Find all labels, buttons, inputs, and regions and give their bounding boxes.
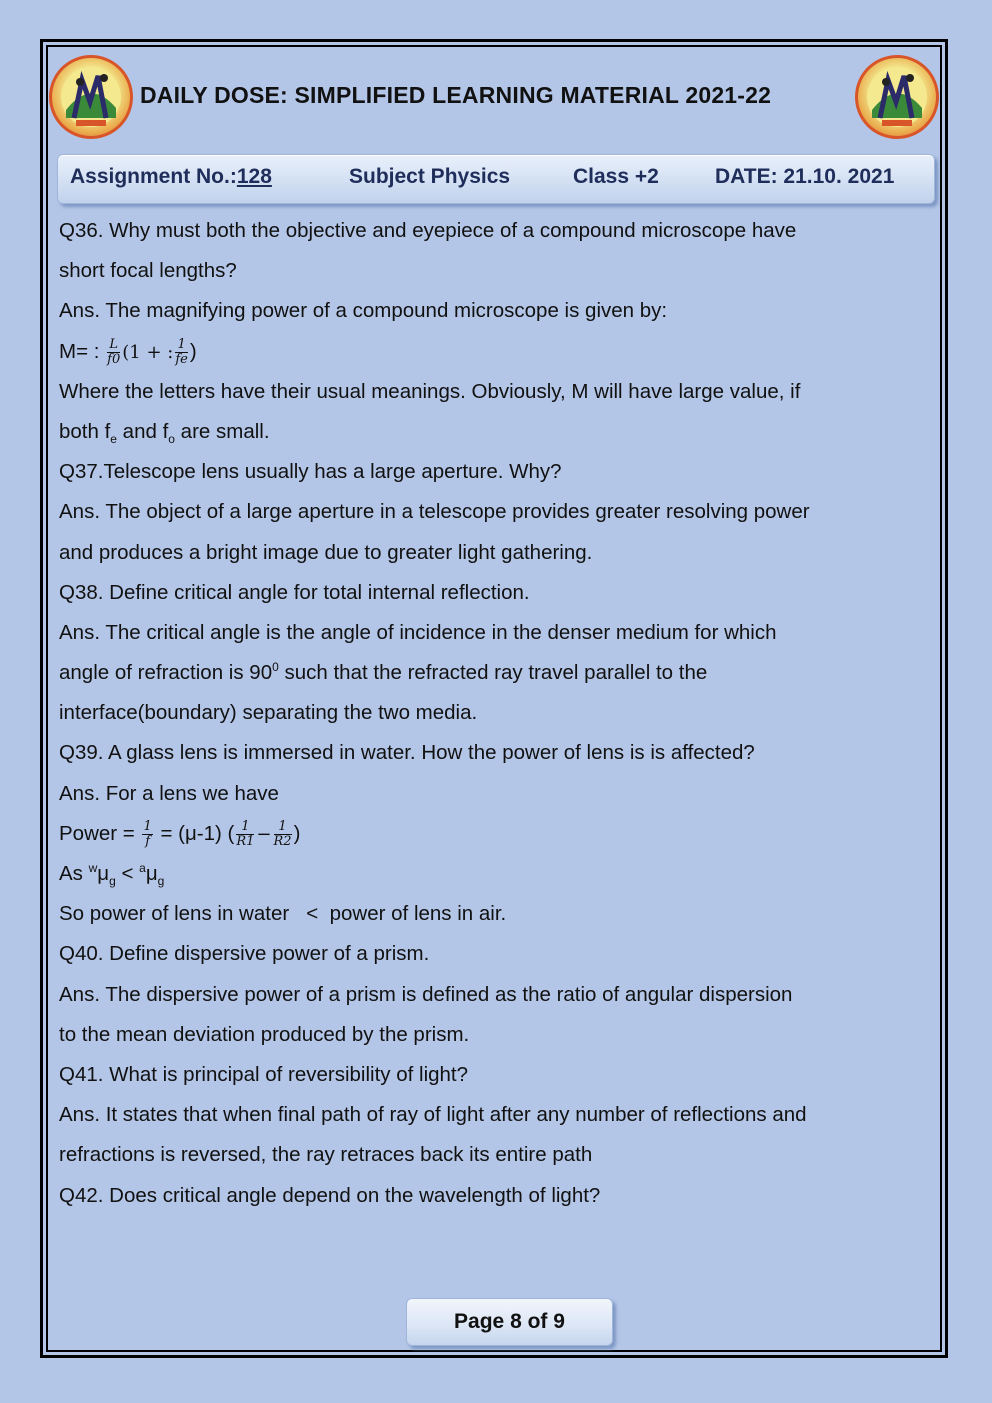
- formula-middle: (1 + :: [122, 341, 174, 363]
- formula-fraction: [175, 338, 188, 367]
- answer-text: Ans. For a lens we have: [59, 781, 279, 805]
- less-than: <: [115, 862, 140, 885]
- answer-text: Ans. It states that when final path of ray of light after any number of reflections and: [59, 1103, 807, 1127]
- question-text: short focal lengths?: [59, 259, 237, 283]
- numerator: L: [107, 338, 120, 353]
- question-text: Q36. Why must both the objective and eyepiece of a compound microscope have: [59, 219, 797, 242]
- answer-text: [59, 653, 929, 693]
- answer-text: and produces a bright image due to greater light gathering.: [59, 540, 593, 564]
- formula-fraction: [274, 820, 292, 849]
- formula-middle: = (μ-1) (: [154, 821, 235, 845]
- text-run: angle of refraction is 90: [59, 661, 273, 685]
- superscript: 0: [272, 660, 279, 675]
- formula-fraction: [142, 820, 152, 849]
- answer-text: Ans. The object of a large aperture in a telescope provides greater resolving power: [59, 500, 810, 524]
- class-label: Class +2: [573, 165, 659, 188]
- formula-end: ): [189, 339, 197, 363]
- numerator: 1: [274, 820, 292, 835]
- formula-fraction: [107, 338, 120, 367]
- page-title: DAILY DOSE: SIMPLIFIED LEARNING MATERIAL 2021-22: [140, 82, 772, 108]
- subject-label: Subject Physics: [349, 165, 511, 188]
- superscript: a: [139, 861, 146, 876]
- mu-symbol: μ: [97, 862, 110, 885]
- answer-text: Ans. The critical angle is the angle of incidence in the denser medium for which: [59, 620, 777, 644]
- subscript: o: [168, 432, 175, 447]
- text-run: both f: [59, 419, 111, 443]
- question-text: Q41. What is principal of reversibility of light?: [59, 1062, 469, 1086]
- assignment-label-text: Assignment No.:: [70, 165, 237, 188]
- denominator: R1: [236, 833, 255, 849]
- subscript: g: [109, 874, 116, 889]
- denominator: f0: [107, 351, 121, 367]
- formula-prefix: Power =: [59, 821, 141, 845]
- page-number: Page 8 of 9: [406, 1298, 613, 1346]
- formula-fraction: [236, 820, 254, 849]
- text-run: such that the refracted ray travel parallel to the: [278, 661, 708, 685]
- numerator: 1: [175, 338, 188, 353]
- subscript: g: [157, 874, 165, 889]
- numerator: 1: [143, 818, 152, 834]
- magnifying-power-formula: [59, 332, 929, 372]
- answer-text: Where the letters have their usual meanings. Obviously, M will have large value, if: [59, 379, 801, 403]
- mu-symbol: μ: [145, 862, 158, 885]
- denominator: f: [145, 833, 151, 849]
- denominator: fe: [175, 351, 188, 367]
- text-run: and f: [116, 419, 169, 443]
- numerator: 1: [236, 820, 254, 835]
- question-text: Q42. Does critical angle depend on the wavelength of light?: [59, 1183, 601, 1207]
- question-text: Q39. A glass lens is immersed in water. How the power of lens is is affected?: [59, 741, 755, 765]
- school-emblem-icon: [49, 55, 133, 139]
- answer-text: interface(boundary) separating the two media.: [59, 701, 478, 725]
- subscript: e: [110, 432, 117, 447]
- superscript: w: [88, 861, 98, 876]
- formula-end: ): [293, 821, 301, 845]
- formula-prefix: M= :: [59, 339, 100, 363]
- answer-text: to the mean deviation produced by the prism.: [59, 1022, 470, 1046]
- question-text: Q37.Telescope lens usually has a large aperture. Why?: [59, 460, 562, 484]
- text-run: are small.: [174, 419, 270, 443]
- answer-text: Ans. The magnifying power of a compound microscope is given by:: [59, 299, 668, 323]
- denominator: R2: [273, 833, 292, 849]
- lens-power-formula: [59, 814, 929, 854]
- assignment-label: [70, 165, 272, 189]
- question-answer-content: [59, 211, 929, 1216]
- assignment-info-bar: [57, 154, 935, 204]
- answer-text: [59, 412, 929, 452]
- text-run: As: [59, 862, 89, 885]
- minus-sign: −: [256, 823, 272, 845]
- question-text: Q40. Define dispersive power of a prism.: [59, 942, 430, 966]
- answer-text: So power of lens in water < power of lens in air.: [59, 902, 507, 926]
- school-emblem-icon: [855, 55, 939, 139]
- assignment-number: 128: [236, 165, 272, 188]
- question-text: Q38. Define critical angle for total internal reflection.: [59, 580, 530, 604]
- answer-text: refractions is reversed, the ray retraces back its entire path: [59, 1143, 593, 1167]
- answer-text: Ans. The dispersive power of a prism is defined as the ratio of angular dispersion: [59, 982, 793, 1006]
- refractive-index-comparison: [59, 854, 929, 894]
- date-label: DATE: 21.10. 2021: [715, 165, 895, 188]
